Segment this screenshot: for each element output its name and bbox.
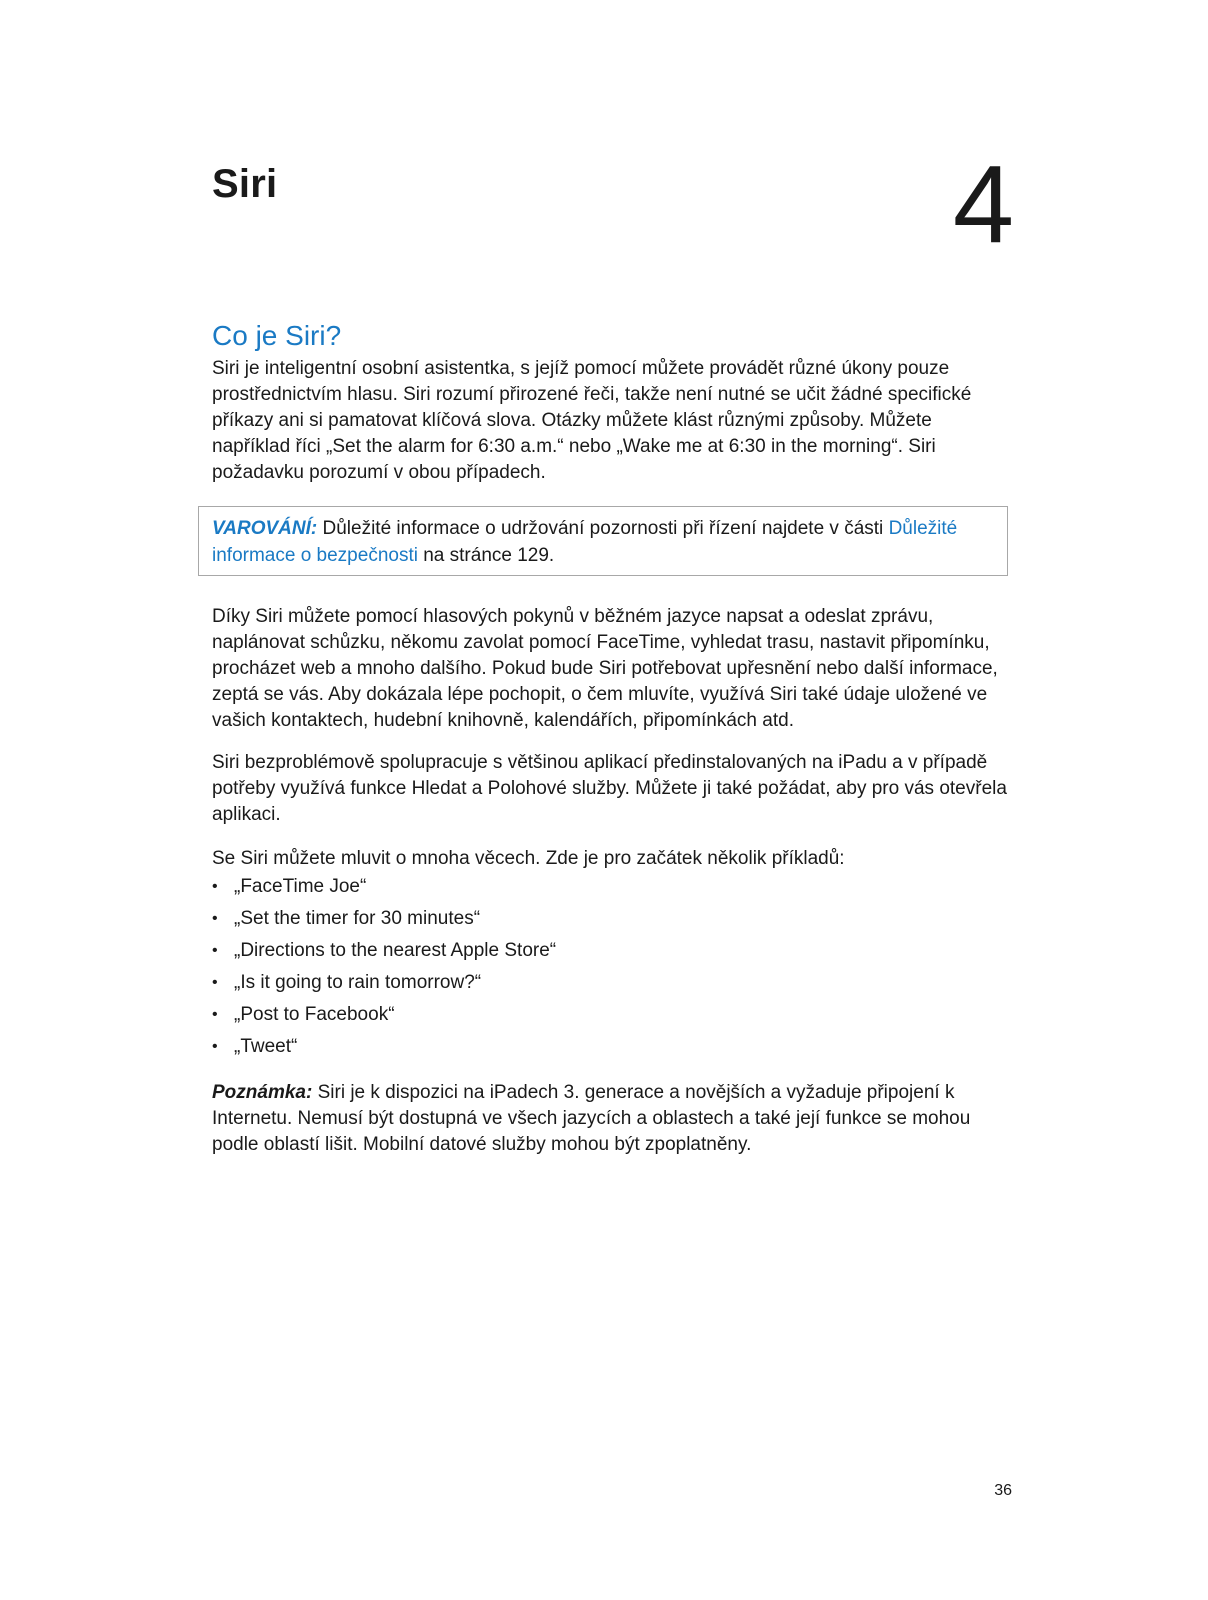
features-paragraph: Díky Siri můžete pomocí hlasových pokynů v běžném jazyce napsat a odeslat zprávu, naplánovat schůzku, někomu zavolat pomocí FaceTime, vyhledat trasu, nastavit připomínku, procházet web a mnoho dalšího. Pokud bude Siri potřebovat upřesnění nebo další informace, zeptá se vás. Aby dokázala lépe pochopit, o čem mluvíte, využívá Siri také údaje uložené ve vašich kontaktech, hudební knihovně, kalendářích, připomínkách atd. <box>212 606 998 731</box>
chapter-number: 4 <box>952 143 1014 266</box>
list-item-text: „Post to Facebook“ <box>234 1004 395 1025</box>
bullet-icon: • <box>212 942 218 959</box>
safety-info-link[interactable]: Důležité informace o bezpečnosti <box>212 518 958 566</box>
chapter-title: Siri <box>212 162 278 206</box>
warning-text-after: na stránce 129. <box>417 545 555 566</box>
warning-text-before: Důležité informace o udržování pozornosti při řízení najdete v části <box>317 518 889 539</box>
page-number: 36 <box>994 1482 1012 1499</box>
bullet-icon: • <box>212 974 218 991</box>
list-item-text: „Is it going to rain tomorrow?“ <box>234 972 482 993</box>
examples-list <box>212 874 912 1066</box>
note-text: Siri je k dispozici na iPadech 3. generace a novějších a vyžaduje připojení k Internetu. Nemusí být dostupná ve všech jazycích a oblastech a také její funkce se mohou podle oblastí lišit. Mobilní datové služby mohou být zpoplatněny. <box>212 1082 971 1155</box>
list-item <box>212 874 912 906</box>
bullet-icon: • <box>212 878 218 895</box>
list-item-text: „Directions to the nearest Apple Store“ <box>234 940 557 961</box>
note-paragraph <box>212 1080 1012 1158</box>
list-item <box>212 938 912 970</box>
warning-text <box>212 515 992 569</box>
list-item <box>212 1002 912 1034</box>
bullet-icon: • <box>212 1006 218 1023</box>
list-item <box>212 970 912 1002</box>
list-item <box>212 1034 912 1066</box>
intro-paragraph: Siri je inteligentní osobní asistentka, s jejíž pomocí můžete provádět různé úkony pouze prostřednictvím hlasu. Siri rozumí přirozené řeči, takže není nutné se učit žádné specifické příkazy ani si pamatovat klíčová slova. Otázky můžete klást různými způsoby. Můžete například říci „Set the alarm for 6:30 a.m.“ nebo „Wake me at 6:30 in the morning“. Siri požadavku porozumí v obou případech. <box>212 358 972 483</box>
list-item-text: „Set the timer for 30 minutes“ <box>234 908 481 929</box>
bullet-icon: • <box>212 1038 218 1055</box>
section-heading: Co je Siri? <box>212 320 342 351</box>
list-item <box>212 906 912 938</box>
apps-paragraph: Siri bezproblémově spolupracuje s většinou aplikací předinstalovaných na iPadu a v případě potřeby využívá funkce Hledat a Polohové služby. Můžete ji také požádat, aby pro vás otevřela aplikaci. <box>212 752 1007 825</box>
note-label: Poznámka: <box>212 1082 313 1103</box>
examples-intro-paragraph: Se Siri můžete mluvit o mnoha věcech. Zde je pro začátek několik příkladů: <box>212 848 845 869</box>
list-item-text: „FaceTime Joe“ <box>234 876 367 897</box>
bullet-icon: • <box>212 910 218 927</box>
warning-box <box>198 506 1008 576</box>
warning-label: VAROVÁNÍ: <box>212 518 318 539</box>
list-item-text: „Tweet“ <box>234 1036 298 1057</box>
